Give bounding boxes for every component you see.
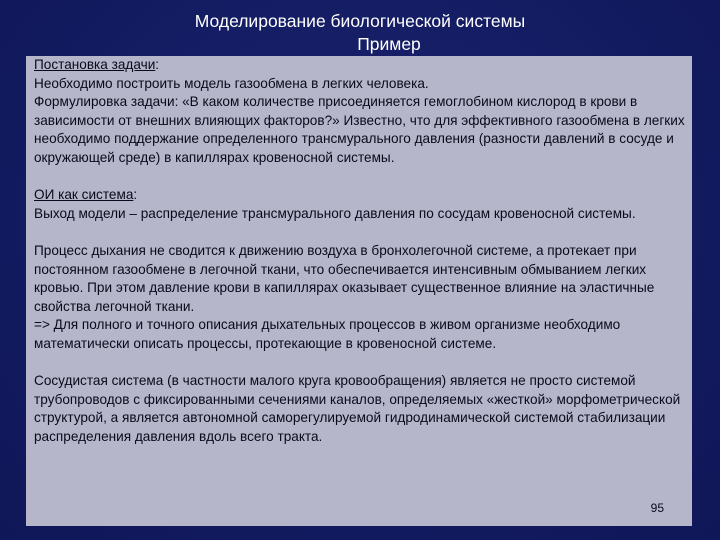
oi-heading: ОИ как система [34, 187, 134, 203]
spacer [34, 168, 686, 187]
conclusion-paragraph: => Для полного и точного описания дыхательных процессов в живом организме необходимо математически описать процессы, протекающие в кровеносной системе. [34, 317, 621, 351]
spacer [34, 223, 686, 242]
slide-title [0, 10, 720, 56]
task-line-2: Формулировка задачи: «В каком количестве присоединяется гемоглобином кислород в крови в зависимости от внешних влияющих факторов?» Известно, что для эффективного газообмена в легких необходимо поддержание определенного трансмурального давления (разности давлений в сосуде и окружающей среде) в капиллярах кровеносной системы. [34, 94, 685, 165]
title-line-2: Пример [357, 34, 421, 54]
task-heading-line: Постановка задачи: [34, 57, 160, 72]
title-line-1: Моделирование биологической системы [194, 11, 526, 31]
vascular-paragraph: Сосудистая система (в частности малого круга кровообращения) является не просто системой трубопроводов с фиксированными сечениями каналов, определяемых «жесткой» морфометрической структурой, а является автономной саморегулируемой гидродинамической системой стабилизации распределения давления вдоль всего тракта. [34, 373, 681, 444]
spacer [34, 354, 686, 373]
task-line-1: Необходимо построить модель газообмена в легких человека. [34, 75, 429, 91]
content-panel [26, 56, 692, 526]
page-number: 95 [650, 501, 664, 516]
oi-text: Выход модели – распределение трансмурального давления по сосудам кровеносной системы. [34, 205, 636, 221]
oi-heading-line: ОИ как система: [34, 187, 138, 203]
task-heading: Постановка задачи [34, 57, 156, 72]
breathing-paragraph: Процесс дыхания не сводится к движению воздуха в бронхолегочной системе, а протекает при постоянном газообмене в легочной ткани, что обеспечивается интенсивным обмыванием легких кровью. При этом давление крови в капиллярах оказывает существенное влияние на эластичные свойства легочной ткани. [34, 242, 655, 314]
